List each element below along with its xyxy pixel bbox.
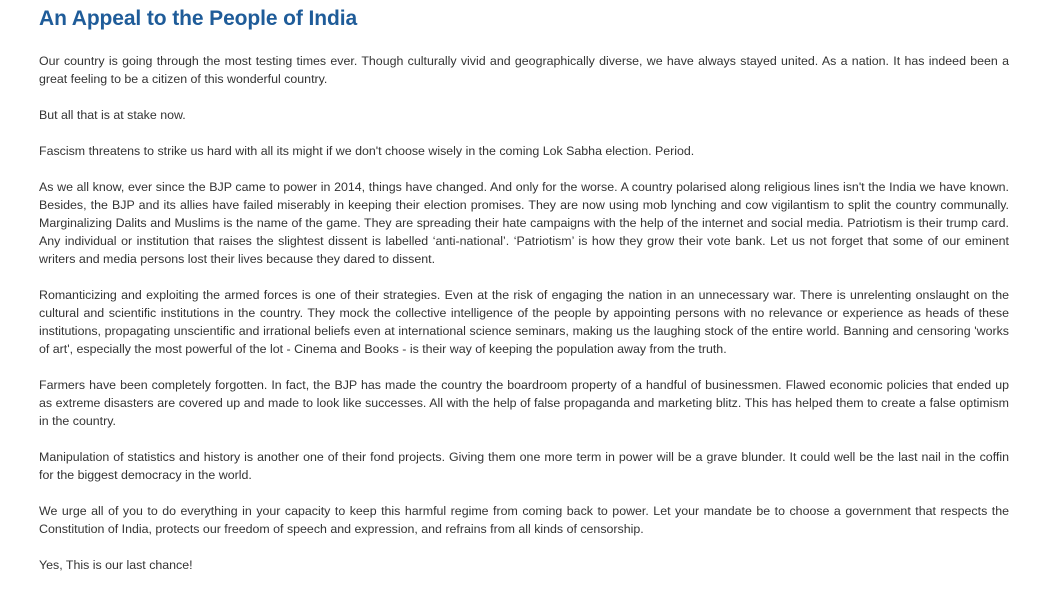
paragraph-4: As we all know, ever since the BJP came to power in 2014, things have changed. And only for the worse. A country polarised along religious lines isn't the India we have known. Besides, the BJP and its allies have failed miserably in keeping their election promises. They are now using mob lynching and cow vigilantism to split the country communally. Marginalizing Dalits and Muslims is the name of the game. They are spreading their hate campaigns with the help of the internet and social media. Patriotism is their trump card. Any individual or institution that raises the slightest dissent is labelled ‘anti-national’. ‘Patriotism’ is how they grow their vote bank. Let us not forget that some of our eminent writers and media persons lost their lives because they dared to dissent. <box>39 180 1009 266</box>
paragraph-1: Our country is going through the most testing times ever. Though culturally vivid and geographically diverse, we have always stayed united. As a nation. It has indeed been a great feeling to be a citizen of this wonderful country. <box>39 54 1009 86</box>
page-title: An Appeal to the People of India <box>39 7 358 30</box>
paragraph-9: Yes, This is our last chance! <box>39 558 193 572</box>
paragraph-2: But all that is at stake now. <box>39 108 186 122</box>
paragraph-7: Manipulation of statistics and history is another one of their fond projects. Giving them one more term in power will be a grave blunder. It could well be the last nail in the coffin for the biggest democracy in the world. <box>39 450 1009 482</box>
paragraph-5: Romanticizing and exploiting the armed forces is one of their strategies. Even at the risk of engaging the nation in an unnecessary war. There is unrelenting onslaught on the cultural and scientific institutions in the country. They mock the collective intelligence of the people by appointing persons with no relevance or experience as heads of these institutions, propagating unscientific and irrational beliefs even at international science seminars, making us the laughing stock of the entire world. Banning and censoring 'works of art', especially the most powerful of the lot - Cinema and Books - is their way of keeping the population away from the truth. <box>39 288 1009 356</box>
paragraph-8: We urge all of you to do everything in your capacity to keep this harmful regime from coming back to power. Let your mandate be to choose a government that respects the Constitution of India, protects our freedom of speech and expression, and refrains from all kinds of censorship. <box>39 504 1009 536</box>
article-body <box>39 52 1009 574</box>
paragraph-6: Farmers have been completely forgotten. In fact, the BJP has made the country the boardroom property of a handful of businessmen. Flawed economic policies that ended up as extreme disasters are covered up and made to look like successes. All with the help of false propaganda and marketing blitz. This has helped them to create a false optimism in the country. <box>39 378 1009 428</box>
article <box>39 6 1009 592</box>
paragraph-3: Fascism threatens to strike us hard with all its might if we don't choose wisely in the coming Lok Sabha election. Period. <box>39 144 695 158</box>
